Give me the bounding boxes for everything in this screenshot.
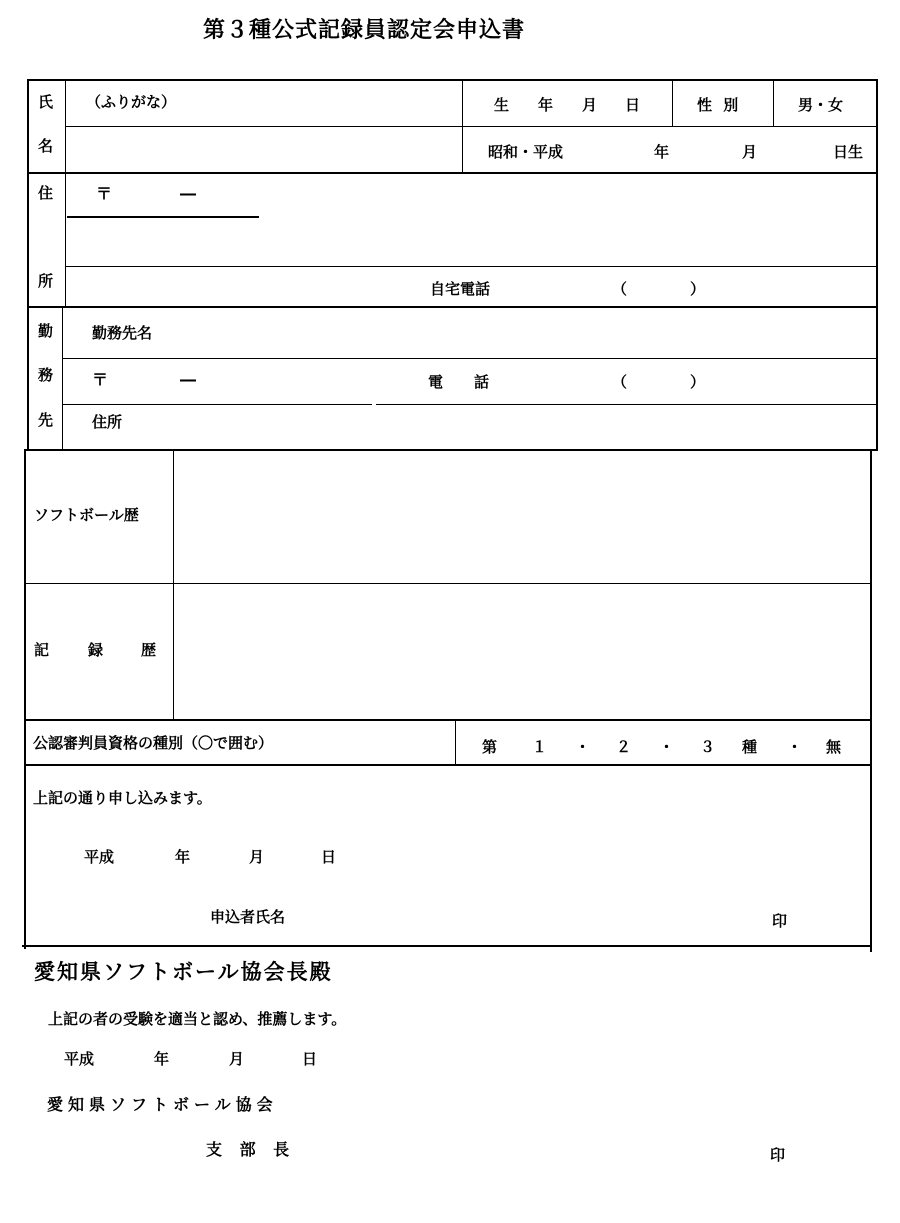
name-label-1: 氏 — [38, 93, 54, 111]
umpire-license-label: 公認審判員資格の種別（〇で囲む） — [33, 734, 274, 752]
declaration-era: 平成 — [84, 848, 115, 866]
recommendation-text: 上記の者の受験を適当と認め、推薦します。 — [48, 1010, 347, 1028]
license-option: ・ — [787, 738, 803, 756]
applicant-name-label: 申込者氏名 — [210, 908, 286, 926]
address-label-2: 所 — [38, 272, 54, 290]
birth-heading-2: 年 — [538, 96, 554, 114]
workplace-phone-label-1: 電 — [428, 373, 444, 391]
address-label-1: 住 — [38, 184, 54, 202]
declaration-month-label: 月 — [249, 848, 265, 866]
home-postal-mark: 〒 — [96, 184, 113, 203]
association-name: 愛知県ソフトボール協会 — [47, 1095, 278, 1114]
birth-month-label: 月 — [742, 143, 758, 161]
sex-label: 性 別 — [697, 96, 742, 114]
record-history-label-2: 録 — [88, 641, 104, 659]
license-option: ・ — [575, 738, 591, 756]
recommendation-month-label: 月 — [229, 1050, 245, 1068]
license-option: １ — [532, 738, 548, 756]
birth-heading-4: 日 — [625, 96, 641, 114]
recommendation-seal-mark: 印 — [770, 1146, 786, 1164]
declaration-year-label: 年 — [175, 848, 191, 866]
license-option: ２ — [616, 738, 632, 756]
birth-era: 昭和・平成 — [488, 143, 564, 161]
home-phone-paren-close: ） — [690, 280, 706, 298]
license-option: 種 — [742, 738, 758, 756]
recommendation-era: 平成 — [64, 1050, 95, 1068]
workplace-postal-mark: 〒 — [92, 370, 109, 389]
workplace-label-3: 先 — [38, 411, 54, 429]
recommendation-day-label: 日 — [302, 1050, 318, 1068]
workplace-label-2: 務 — [38, 366, 54, 384]
workplace-name-label: 勤務先名 — [92, 324, 153, 342]
page-title: 第３種公式記録員認定会申込書 — [203, 18, 526, 43]
birth-day-label: 日生 — [833, 143, 864, 161]
workplace-postal-dash: ― — [180, 370, 196, 389]
branch-head-label: 支 部 長 — [206, 1140, 296, 1159]
workplace-address-label: 住所 — [92, 413, 123, 431]
name-label-2: 名 — [38, 137, 54, 155]
license-option: 無 — [826, 738, 842, 756]
record-history-label-1: 記 — [34, 641, 50, 659]
birth-year-label: 年 — [654, 143, 670, 161]
declaration-text: 上記の通り申し込みます。 — [33, 789, 212, 807]
workplace-label-1: 勤 — [38, 322, 54, 340]
license-option: ３ — [700, 738, 716, 756]
home-phone-label: 自宅電話 — [430, 280, 491, 298]
declaration-day-label: 日 — [321, 848, 337, 866]
workplace-phone-paren-open: （ — [612, 373, 628, 391]
workplace-phone-paren-close: ） — [690, 373, 706, 391]
recommendation-addressee: 愛知県ソフトボール協会長殿 — [34, 960, 333, 984]
license-option: ・ — [659, 738, 675, 756]
softball-history-label: ソフトボール歴 — [34, 506, 139, 524]
home-phone-paren-open: （ — [612, 280, 628, 298]
birth-heading-3: 月 — [582, 96, 598, 114]
furigana-label: （ふりがな） — [86, 93, 177, 111]
record-history-label-3: 歴 — [141, 641, 157, 659]
recommendation-year-label: 年 — [154, 1050, 170, 1068]
sex-options: 男・女 — [798, 96, 844, 114]
birth-heading-1: 生 — [494, 96, 510, 114]
workplace-phone-label-2: 話 — [474, 373, 490, 391]
applicant-seal-mark: 印 — [772, 912, 788, 930]
home-postal-dash: ― — [180, 184, 196, 203]
license-option: 第 — [482, 738, 498, 756]
